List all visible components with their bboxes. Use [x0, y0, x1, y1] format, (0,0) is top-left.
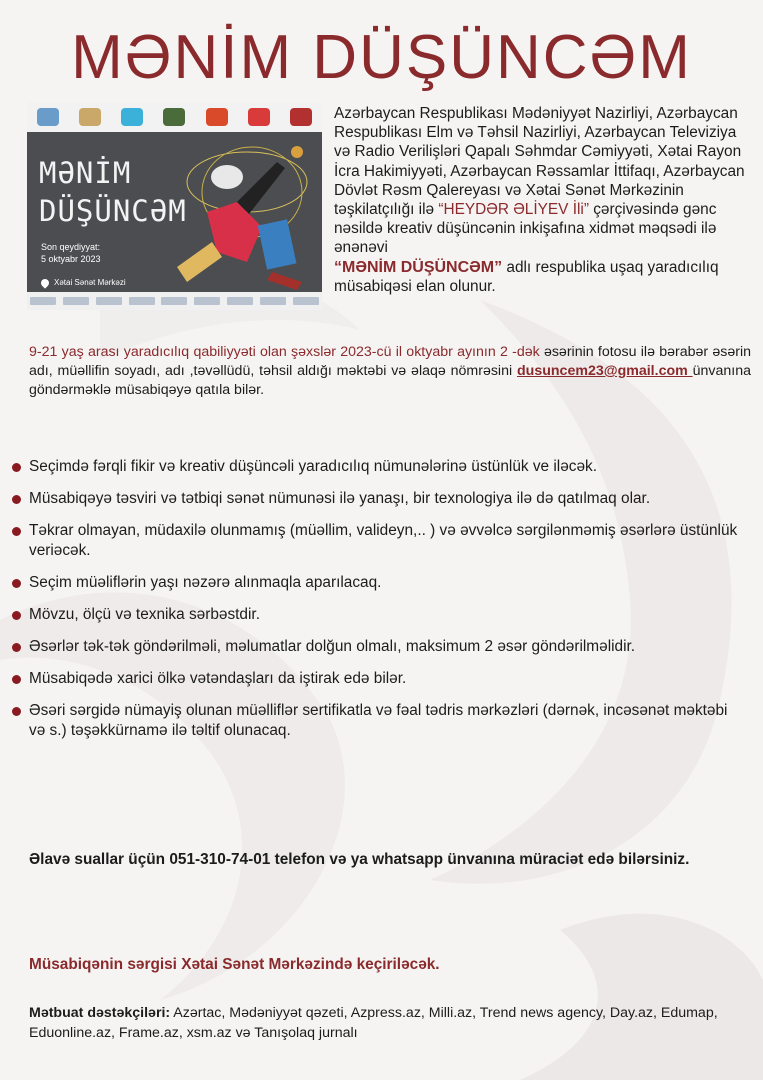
- heydar-aliyev-year: “HEYDƏR ƏLİYEV İli”: [438, 201, 589, 219]
- bullet-icon: [12, 611, 21, 620]
- aztv-logo: [121, 108, 143, 126]
- rule-item: [12, 457, 742, 477]
- art-center-logo: [290, 108, 312, 126]
- rule-item: [12, 605, 742, 625]
- rule-item: [12, 669, 742, 689]
- poster-deadline-label: Son qeydiyyat:: [41, 242, 101, 252]
- contest-name: “MƏNİM DÜŞÜNCƏM”: [334, 258, 503, 276]
- ministry-education-logo: [79, 108, 101, 126]
- bullet-icon: [12, 527, 21, 536]
- press-supporters: [29, 1003, 749, 1043]
- poster-title: [39, 154, 187, 230]
- press-label: Mətbuat dəstəkçiləri:: [29, 1005, 171, 1021]
- poster-title-line1: MƏNİM: [39, 156, 132, 190]
- rule-text: Müsabiqədə xarici ölkə vətəndaşları da iştirak edə bilər.: [29, 670, 407, 687]
- bullet-icon: [12, 463, 21, 472]
- page-title: MƏNİM DÜŞÜNCƏM: [71, 23, 692, 92]
- adrq-logo: [248, 108, 270, 126]
- rules-list: [12, 457, 742, 753]
- location-pin-icon: [39, 277, 50, 288]
- intro-text-1: Azərbaycan Respublikası Mədəniyyət Nazirliyi, Azərbaycan Respublikası Elm və Təhsil Nazirliyi, Azərbaycan Televiziya və Radio Verilişləri Qapalı Səhmdar Cəmiyyəti, Xətai Rayon İcra Hakimiyyəti, Azərbaycan Rəssamlar İttifaqı, Azərbaycan Dövlət Rəsm Qalereyası və Xətai Sənət Mərkəzinin təşkilatçılığı ilə: [334, 105, 745, 219]
- organizer-logos: [27, 102, 322, 132]
- rule-text: Əsəri sərgidə nümayiş olunan müəlliflər sertifikatla və fəal tədris mərkəzləri (dərnək, incəsənət məktəbi və s.) təşəkkürnamə ilə təltif olunacaq.: [29, 702, 728, 739]
- artists-union-logo: [206, 108, 228, 126]
- eligibility-highlight: 9-21 yaş arası yaradıcılıq qabiliyyəti olan şəxslər 2023-cü il oktyabr ayının 2 -dək: [29, 344, 540, 360]
- rule-item: [12, 573, 742, 593]
- contest-poster: [27, 102, 322, 310]
- sponsor-logo: [227, 297, 253, 305]
- bullet-icon: [12, 579, 21, 588]
- sponsor-logo: [30, 297, 56, 305]
- bullet-icon: [12, 707, 21, 716]
- poster-venue-text: Xətai Sənət Mərkəzi: [54, 278, 126, 287]
- rule-text: Mövzu, ölçü və texnika sərbəstdir.: [29, 606, 260, 623]
- poster-title-line2: DÜŞÜNCƏM: [39, 194, 187, 228]
- poster-venue: [41, 278, 126, 287]
- press-list: Azərtac, Mədəniyyət qəzeti, Azpress.az, Milli.az, Trend news agency, Day.az, Edumap, Eduonline.az, Frame.az, xsm.az və Tanışolaq jurnalı: [29, 1005, 718, 1041]
- sponsor-logo: [194, 297, 220, 305]
- exhibition-note: Müsabiqənin sərgisi Xətai Sənət Mərkəzində keçiriləcək.: [29, 956, 440, 973]
- rule-text: Seçim müəliflərin yaşı nəzərə alınmaqla aparılacaq.: [29, 574, 382, 591]
- poster-deadline-date: 5 oktyabr 2023: [41, 254, 101, 264]
- sponsor-logo: [96, 297, 122, 305]
- rule-item: [12, 521, 742, 561]
- announcement-intro: [334, 104, 752, 296]
- bullet-icon: [12, 643, 21, 652]
- rule-text: Əsərlər tək-tək göndərilməli, məlumatlar dolğun olmalı, maksimum 2 əsər göndərilməlidir.: [29, 638, 636, 655]
- poster-illustration: [177, 132, 322, 292]
- ministry-culture-logo: [37, 108, 59, 126]
- contact-info: Əlavə suallar üçün 051-310-74-01 telefon və ya whatsapp ünvanına müraciət edə bilərsiniz.: [29, 851, 690, 868]
- eligibility-text-2: ünvanına göndərməklə müsabiqəyə qatıla bilər.: [29, 363, 751, 398]
- bullet-icon: [12, 495, 21, 504]
- sponsor-logo: [260, 297, 286, 305]
- rule-text: Təkrar olmayan, müdaxilə olunmamış (müəllim, valideyn,.. ) və əvvəlcə sərgilənməmiş əsərlərə üstünlük veriəcək.: [29, 522, 738, 559]
- eligibility-paragraph: [29, 343, 751, 400]
- sponsor-logo: [63, 297, 89, 305]
- intro-text-3: adlı respublika uşaq yaradıcılıq müsabiqəsi elan olunur.: [334, 258, 719, 295]
- rule-text: Müsabiqəyə təsviri və tətbiqi sənət nümunəsi ilə yanaşı, bir texnologiya ilə də qatılmaq olar.: [29, 490, 651, 507]
- rule-item: [12, 701, 742, 741]
- rule-item: [12, 637, 742, 657]
- bullet-icon: [12, 675, 21, 684]
- rule-text: Seçimdə fərqli fikir və kreativ düşüncəli yaradıcılıq nümunələrinə üstünlük ve iləcək.: [29, 458, 598, 475]
- xetai-emblem-logo: [163, 108, 185, 126]
- intro-text-2: çərçivəsində gənc nəsildə kreativ düşüncənin inkişafına xidmət məqsədi ilə ənənəvi: [334, 201, 717, 257]
- sponsor-logo: [293, 297, 319, 305]
- contact-email-link[interactable]: dusuncem23@gmail.com: [517, 363, 693, 379]
- rule-item: [12, 489, 742, 509]
- sponsor-logo: [161, 297, 187, 305]
- poster-sponsor-logos: [27, 292, 322, 310]
- eligibility-text-1: əsərinin fotosu ilə bərabər əsərin adı, müəllifin soyadı, adı ,təvəllüdü, təhsil aldığı məktəbi və əlaqə nömrəsini: [29, 344, 751, 379]
- sponsor-logo: [129, 297, 155, 305]
